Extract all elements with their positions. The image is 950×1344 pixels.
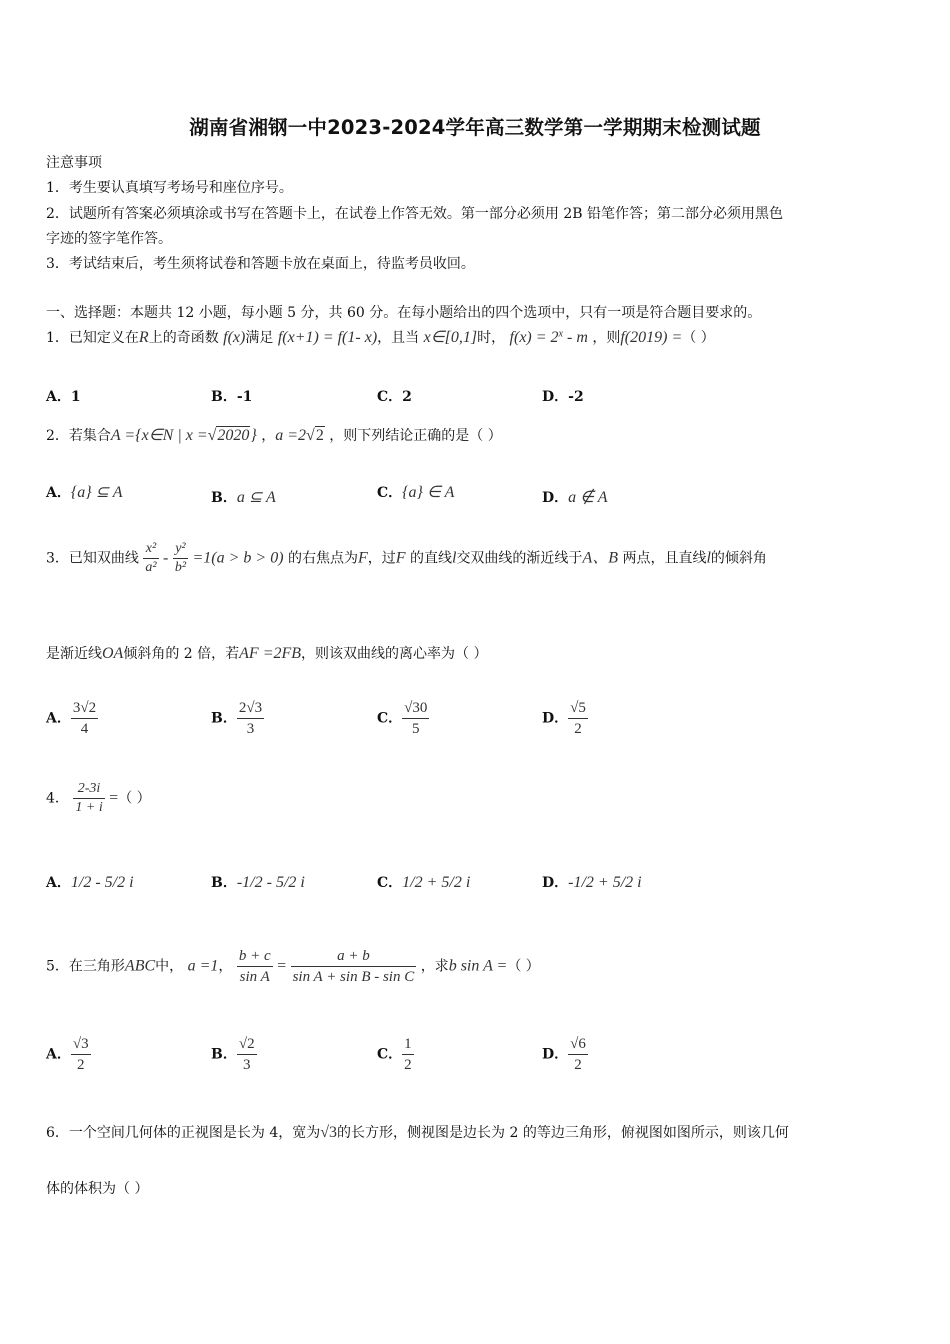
page-title: 湖南省湘钢一中2023-2024学年高三数学第一学期期末检测试题 bbox=[189, 116, 761, 139]
q2-option-d[interactable]: D．a ∉ A bbox=[542, 489, 608, 506]
q1-option-c[interactable]: C．2 bbox=[377, 389, 412, 405]
question-3-cont: 是渐近线OA倾斜角的 2 倍，若AF =2FB，则该双曲线的离心率为（ ） bbox=[46, 645, 488, 662]
q5-option-c[interactable]: C． $\frac{1}{2}$ bbox=[377, 1036, 412, 1073]
note-3: 3．考试结束后，考生须将试卷和答题卡放在桌面上，待监考员收回。 bbox=[46, 256, 475, 272]
q5-option-a[interactable]: A． $\frac{√3}{2}$ bbox=[46, 1036, 89, 1073]
q2-option-a[interactable]: A．{a} ⊆ A bbox=[46, 484, 123, 501]
q3-option-a[interactable]: A． $\frac{3√2}{4}$ bbox=[46, 700, 97, 737]
question-5: 5．在三角形ABC中， a =1， $\frac{b + c}{\text{sin A}}$ = $\frac{a + b}{\text{sin A + sin B - sin C}}$ ，求b sin A =（ ） bbox=[46, 948, 540, 985]
q4-option-b[interactable]: B．-1/2 - 5/2 i bbox=[211, 874, 305, 891]
note-2: 2．试题所有答案必须填涂或书写在答题卡上，在试卷上作答无效。第一部分必须用 2B 铅笔作答；第二部分必须用黑色 bbox=[46, 206, 783, 222]
q4-option-a[interactable]: A．1/2 - 5/2 i bbox=[46, 874, 134, 891]
notes-heading: 注意事项 bbox=[46, 155, 102, 171]
note-2-cont: 字迹的签字笔作答。 bbox=[46, 231, 172, 247]
hyperbola-x-term: $\frac{\text{x²}}{\text{a²}}$ bbox=[145, 541, 157, 575]
note-1: 1．考生要认真填写考场号和座位序号。 bbox=[46, 180, 293, 196]
question-6-cont: 体的体积为（ ） bbox=[46, 1181, 149, 1197]
q2-option-b[interactable]: B．a ⊆ A bbox=[211, 489, 276, 506]
q1-option-b[interactable]: B．-1 bbox=[211, 389, 253, 405]
q1-option-d[interactable]: D．-2 bbox=[542, 389, 584, 405]
q3-option-b[interactable]: B． $\frac{2√3}{3}$ bbox=[211, 700, 263, 737]
question-2: 2．若集合A ={x∈N | x =√2020} ，a =2√2 ，则下列结论正确的是（ ） bbox=[46, 427, 502, 444]
q3-option-d[interactable]: D． $\frac{√5}{2}$ bbox=[542, 700, 586, 737]
section-heading: 一、选择题：本题共 12 小题，每小题 5 分，共 60 分。在每小题给出的四个选项中，只有一项是符合题目要求的。 bbox=[46, 305, 762, 321]
question-3: 3．已知双曲线 $\frac{\text{x²}}{\text{a²}}$ - $\frac{\text{y²}}{\text{b²}}$ =1(a > b > 0) 的右焦点为F，过F 的直线l交双曲线的渐近线于A、B 两点，且直线l的倾斜角 bbox=[46, 541, 767, 575]
question-1: 1．已知定义在R上的奇函数 f(x)满足 f(x+1) = f(1- x)，且当 x∈[0,1]时， $f(x) = 2^x - m$ ，则f(2019) =（ ） bbox=[46, 328, 715, 346]
q5-option-d[interactable]: D． $\frac{√6}{2}$ bbox=[542, 1036, 586, 1073]
hyperbola-y-term: $\frac{\text{y²}}{\text{b²}}$ bbox=[174, 541, 187, 575]
q1-option-a[interactable]: A．1 bbox=[46, 389, 81, 405]
q5-option-b[interactable]: B． $\frac{√2}{3}$ bbox=[211, 1036, 255, 1073]
q3-option-c[interactable]: C． $\frac{√30}{5}$ bbox=[377, 700, 428, 737]
q2-option-c[interactable]: C．{a} ∈ A bbox=[377, 484, 455, 501]
question-4: 4． $\frac{2-3i}{1 + i}$ =（ ） bbox=[46, 781, 151, 815]
q4-option-d[interactable]: D．-1/2 + 5/2 i bbox=[542, 874, 642, 891]
question-6: 6．一个空间几何体的正视图是长为 4，宽为√3的长方形，侧视图是边长为 2 的等边三角形，俯视图如图所示，则该几何 bbox=[46, 1124, 789, 1141]
q4-option-c[interactable]: C．1/2 + 5/2 i bbox=[377, 874, 471, 891]
